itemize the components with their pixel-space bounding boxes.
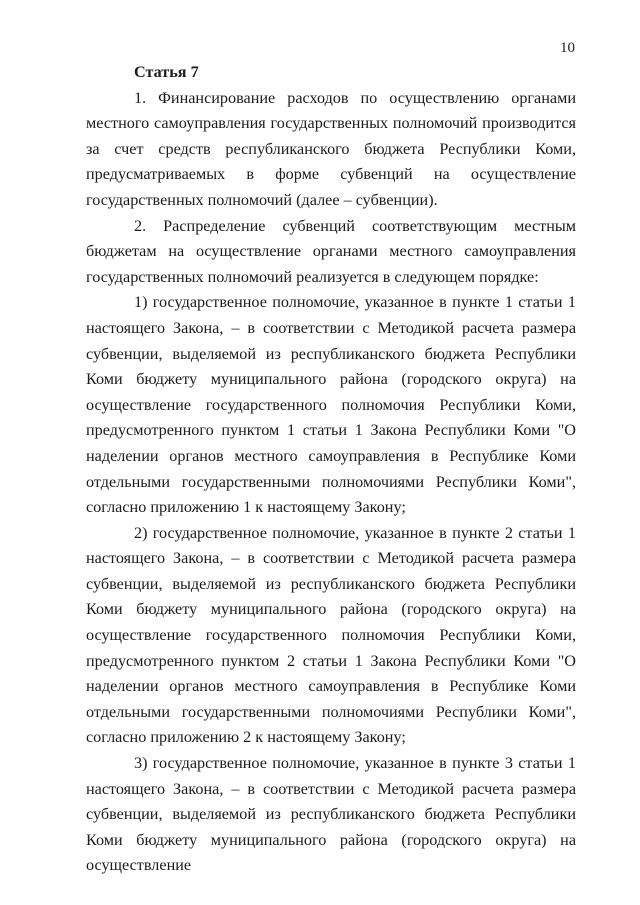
list-item-1: 1) государственное полномочие, указанное в пункте 1 статьи 1 настоящего Закона, – в соответствии с Методикой расчета размера субвенции, выделяемой из республиканского бюджета Республики Коми бюджету муниципального района (городского округа) на осуществление государственного полномочия Республики Коми, предусмотренного пунктом 1 статьи 1 Закона Республики Коми "О наделении органов местного самоуправления в Республике Коми отдельными государственными полномочиями Республики Коми", согласно приложению 1 к настоящему Закону; <box>86 293 576 517</box>
article-heading: Статья 7 <box>134 63 199 81</box>
paragraph-distribution: 2. Распределение субвенций соответствующим местным бюджетам на осуществление органами местного самоуправления государственных полномочий реализуется в следующем порядке: <box>86 216 576 286</box>
list-item-3: 3) государственное полномочие, указанное в пункте 3 статьи 1 настоящего Закона, – в соответствии с Методикой расчета размера субвенции, выделяемой из республиканского бюджета Республики Коми бюджету муниципального района (городского округа) на осуществление <box>86 754 576 875</box>
list-item-2: 2) государственное полномочие, указанное в пункте 2 статьи 1 настоящего Закона, – в соответствии с Методикой расчета размера субвенции, выделяемой из республиканского бюджета Республики Коми бюджету муниципального района (городского округа) на осуществление государственного полномочия Республики Коми, предусмотренного пунктом 2 статьи 1 Закона Республики Коми "О наделении органов местного самоуправления в Республике Коми отдельными государственными полномочиями Республики Коми", согласно приложению 2 к настоящему Закону; <box>86 523 576 747</box>
paragraph-financing: 1. Финансирование расходов по осуществлению органами местного самоуправления государственных полномочий производится за счет средств республиканского бюджета Республики Коми, предусматриваемых в форме субвенций на осуществление государственных полномочий (далее – субвенции). <box>86 88 576 209</box>
article-body <box>86 60 576 879</box>
page-number: 10 <box>560 40 575 56</box>
